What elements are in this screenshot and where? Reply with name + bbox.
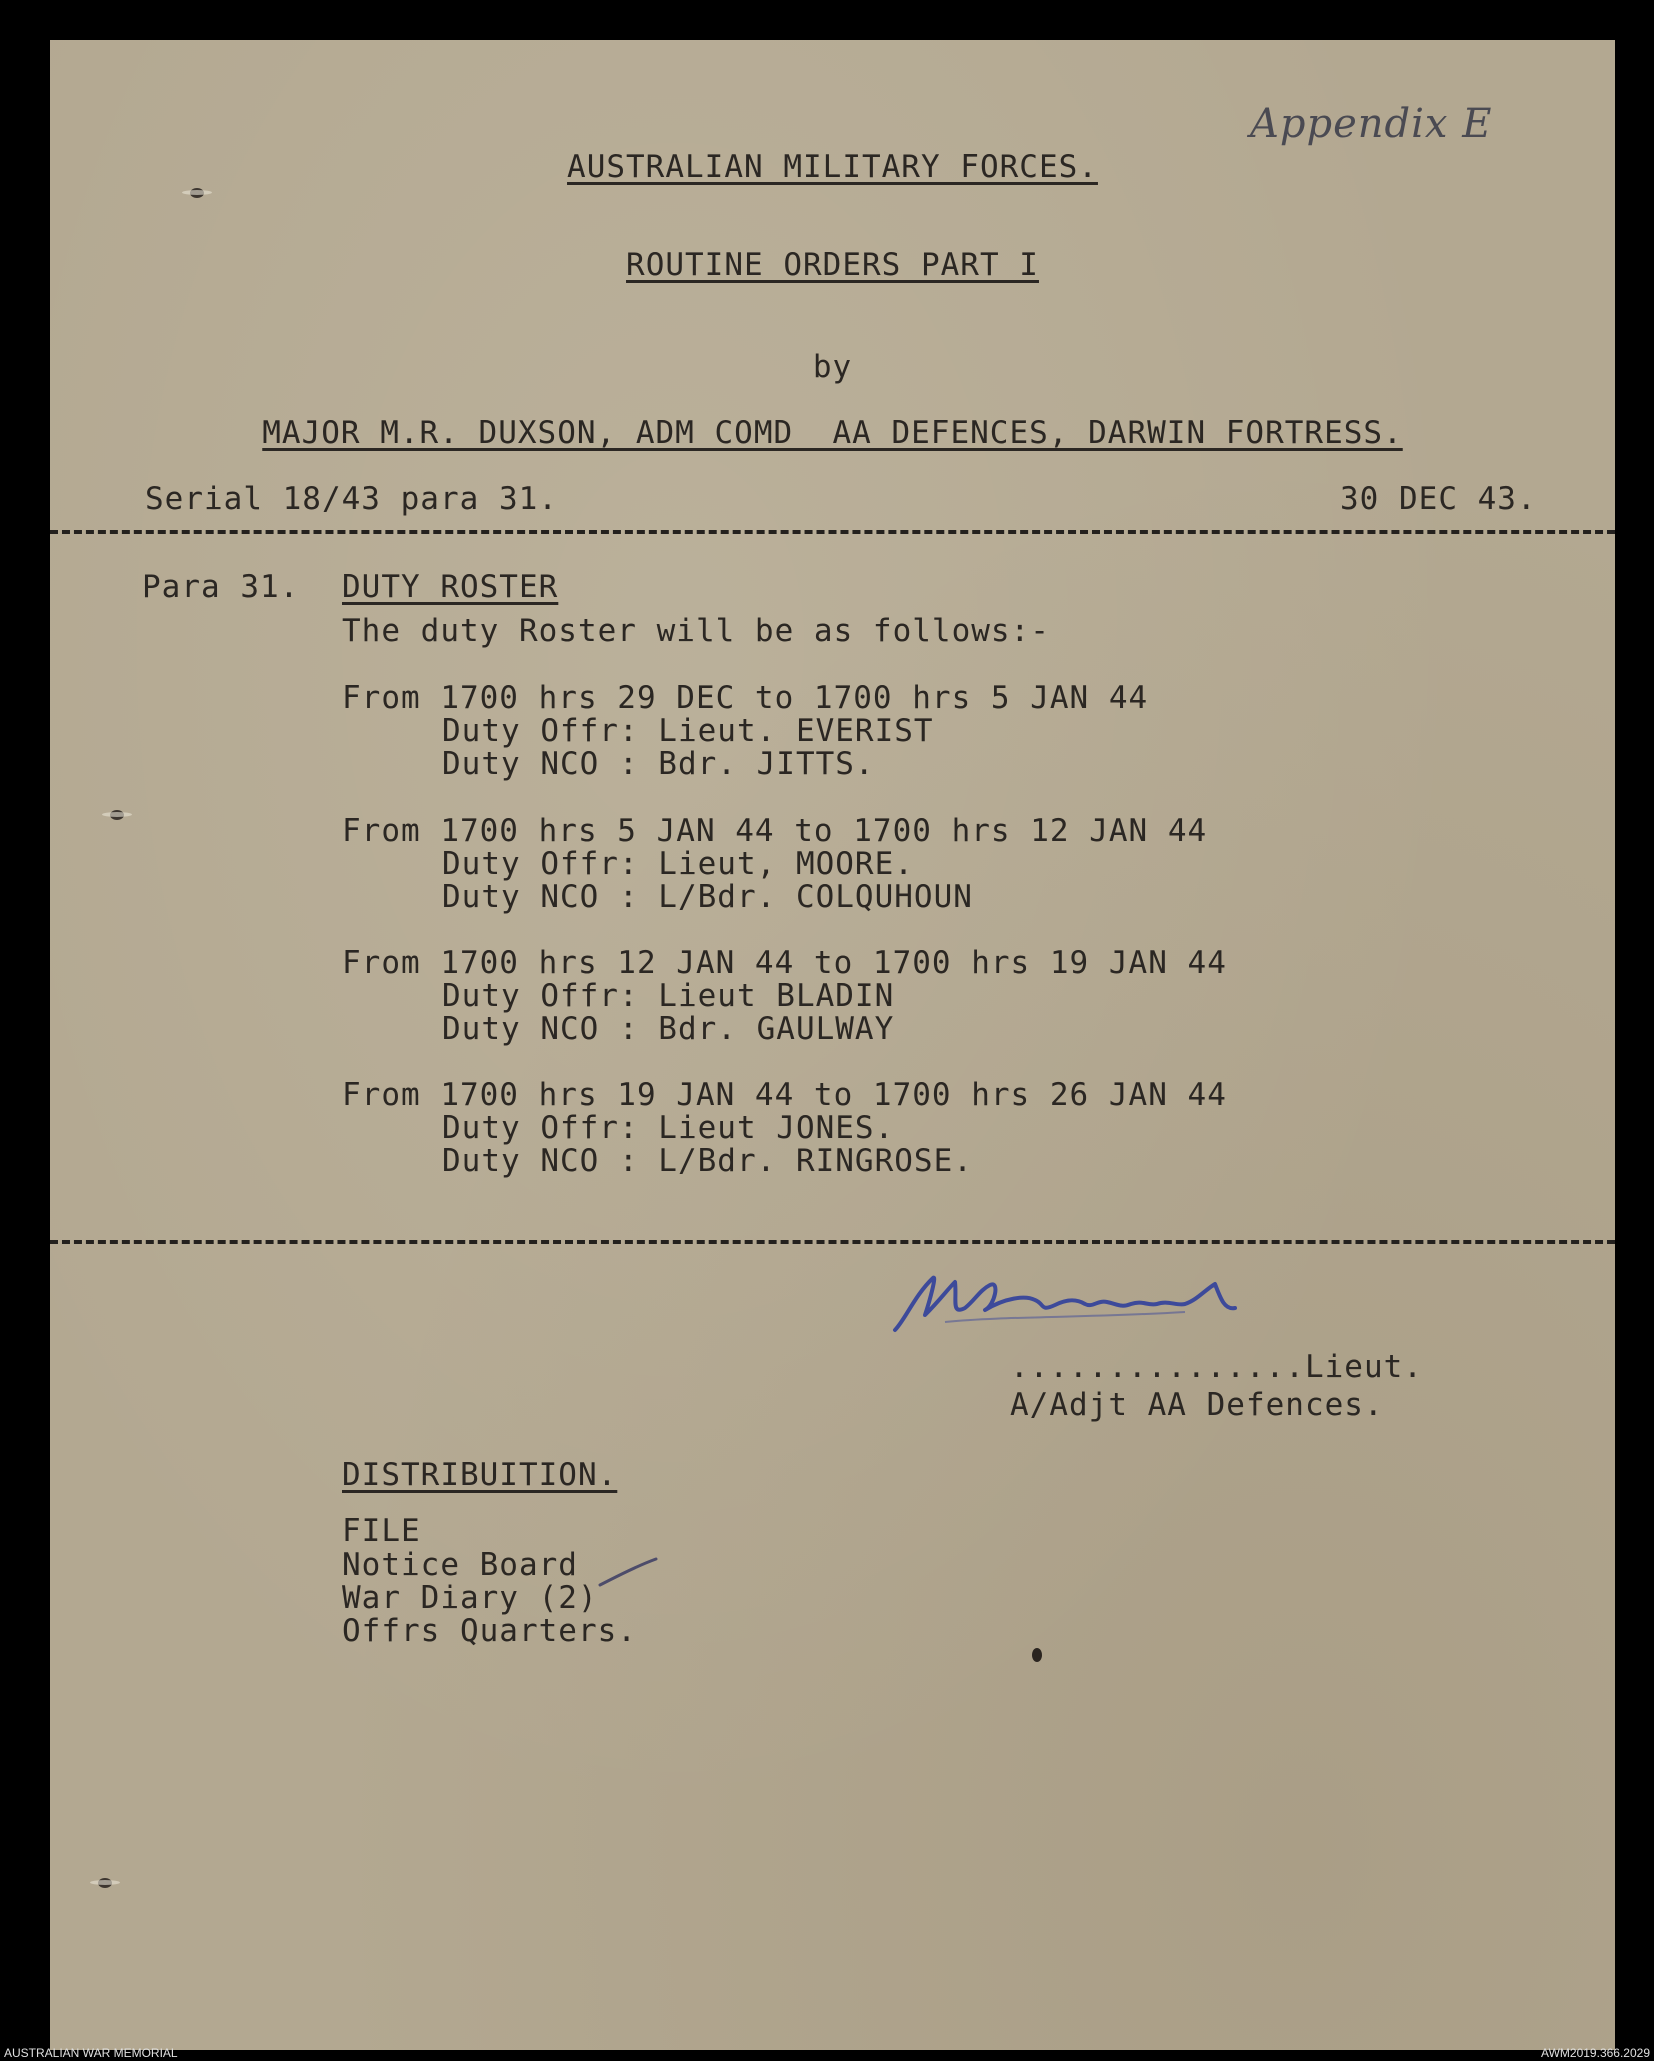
orders-heading: ROUTINE ORDERS PART I	[626, 247, 1039, 283]
signature-line: ...............Lieut.	[1010, 1349, 1423, 1385]
bottom-divider	[50, 1240, 1615, 1244]
roster-offr: Duty Offr: Lieut JONES.	[442, 1110, 895, 1146]
roster-period: From 1700 hrs 19 JAN 44 to 1700 hrs 26 JAN 44	[342, 1077, 1227, 1113]
distribution-heading: DISTRIBUITION.	[342, 1457, 618, 1493]
punch-hole	[110, 810, 124, 820]
roster-nco: Duty NCO : Bdr. JITTS.	[442, 746, 875, 782]
distribution-item: War Diary (2)	[342, 1580, 598, 1616]
footer-accession: AWM2019.366.2029	[1541, 2046, 1650, 2060]
handwritten-annotation: Appendix E	[1250, 101, 1493, 147]
top-divider	[50, 530, 1615, 534]
roster-period: From 1700 hrs 29 DEC to 1700 hrs 5 JAN 44	[342, 680, 1149, 716]
roster-offr: Duty Offr: Lieut, MOORE.	[442, 846, 914, 882]
roster-period: From 1700 hrs 12 JAN 44 to 1700 hrs 19 JAN 44	[342, 945, 1227, 981]
issuer-line: MAJOR M.R. DUXSON, ADM COMD AA DEFENCES, DARWIN FORTRESS.	[262, 415, 1403, 451]
distribution-item: Offrs Quarters.	[342, 1613, 637, 1649]
by-line: by	[812, 349, 853, 385]
para-heading: DUTY ROSTER	[342, 569, 559, 605]
roster-offr: Duty Offr: Lieut BLADIN	[442, 978, 895, 1014]
signature-title: A/Adjt AA Defences.	[1010, 1387, 1384, 1423]
distribution-item: Notice Board	[342, 1547, 578, 1583]
punch-hole	[98, 1878, 112, 1888]
roster-nco: Duty NCO : L/Bdr. RINGROSE.	[442, 1143, 973, 1179]
serial-ref: Serial 18/43 para 31.	[145, 481, 558, 517]
roster-nco: Duty NCO : L/Bdr. COLQUHOUN	[442, 879, 973, 915]
roster-period: From 1700 hrs 5 JAN 44 to 1700 hrs 12 JAN 44	[342, 813, 1208, 849]
pencil-tick	[598, 1555, 658, 1595]
org-heading: AUSTRALIAN MILITARY FORCES.	[567, 149, 1098, 185]
para-number: Para 31.	[142, 569, 300, 605]
punch-hole	[190, 188, 204, 198]
ink-spot	[1032, 1648, 1042, 1662]
serial-date: 30 DEC 43.	[1340, 481, 1537, 517]
distribution-item: FILE	[342, 1513, 421, 1549]
document-page	[50, 40, 1615, 2050]
para-intro: The duty Roster will be as follows:-	[342, 613, 1050, 649]
roster-offr: Duty Offr: Lieut. EVERIST	[442, 713, 934, 749]
footer-credit: AUSTRALIAN WAR MEMORIAL	[4, 2046, 178, 2060]
handwritten-signature	[885, 1260, 1365, 1350]
roster-nco: Duty NCO : Bdr. GAULWAY	[442, 1011, 895, 1047]
